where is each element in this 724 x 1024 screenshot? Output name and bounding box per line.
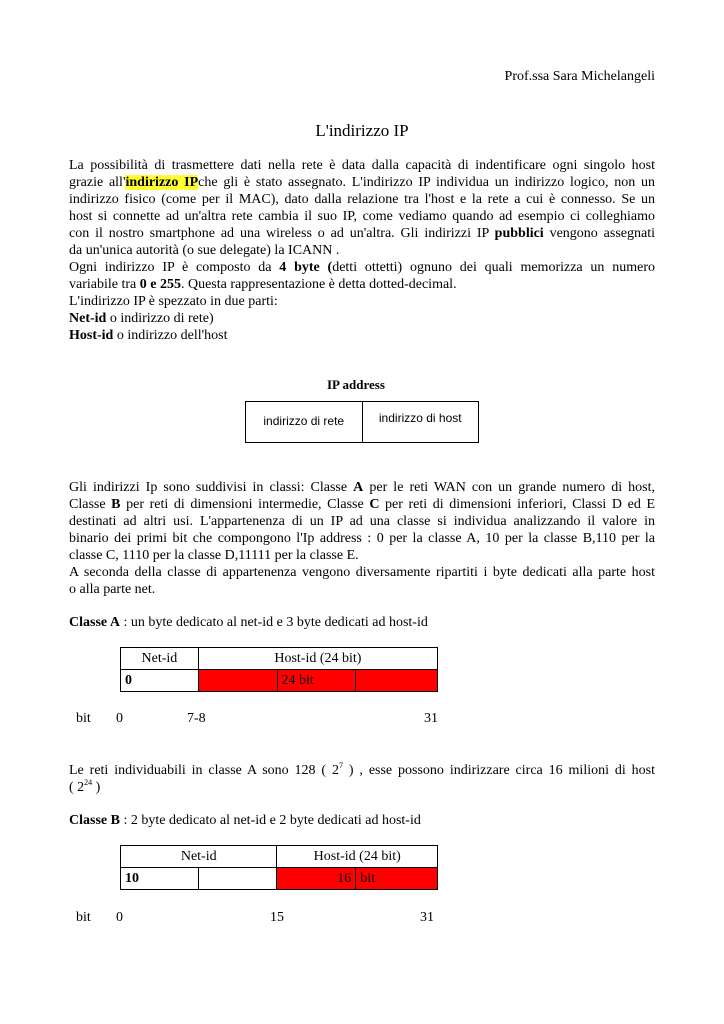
bit-position-start: 0 — [116, 711, 123, 726]
page-title: L'indirizzo IP — [315, 121, 409, 140]
intro-line: Host-id o indirizzo dell'host — [69, 328, 228, 343]
bit-position-start: 0 — [116, 910, 123, 925]
classes-paragraph — [69, 479, 655, 598]
class-a-heading: Classe A : un byte dedicato al net-id e 3 byte dedicati ad host-id — [69, 615, 428, 630]
intro-line: variabile tra 0 e 255. Questa rappresentazione è detta dotted-decimal. — [69, 277, 457, 292]
diagram-host-cell: indirizzo di host — [378, 411, 462, 425]
bit-position-end: 31 — [420, 910, 434, 925]
host-cell — [356, 670, 438, 692]
class-prefix-cell: 10 — [121, 868, 199, 890]
classes-line: o alla parte net. — [69, 582, 156, 597]
intro-line: L'indirizzo IP è spezzato in due parti: — [69, 294, 278, 309]
intro-line: Ogni indirizzo IP è composto da 4 byte (detti ottetti) ognuno dei quali memorizza un numero — [69, 260, 655, 275]
classes-line: A seconda della classe di appartenenza vengono diversamente ripartiti i byte dedicati alla parte host — [69, 565, 655, 580]
classes-line: destinati ad altri usi. L'appartenenza di un IP ad una classe si individua analizzando il valore in — [69, 514, 655, 529]
bit-label: bit — [76, 711, 91, 726]
table-row — [121, 670, 438, 692]
highlighted-term: indirizzo IP — [125, 175, 199, 190]
net-id-header: Net-id — [121, 648, 199, 670]
host-cell — [198, 670, 277, 692]
net-cell — [198, 868, 277, 890]
classes-line: binario dei primi bit che compongono l'Ip address : 0 per la classe A, 10 per la classe B,110 per la — [69, 531, 655, 546]
author-header: Prof.ssa Sara Michelangeli — [504, 69, 655, 84]
table-header-row — [121, 648, 438, 670]
intro-line: da un'unica autorità (o sue delegate) la ICANN . — [69, 243, 340, 258]
class-b-label: Classe B — [69, 813, 120, 828]
host-bits-cell: 24 bit — [277, 670, 356, 692]
class-b-heading: Classe B : 2 byte dedicato al net-id e 2 byte dedicati ad host-id — [69, 813, 421, 828]
diagram-title: IP address — [327, 377, 385, 392]
table-row — [121, 868, 438, 890]
diagram-net-cell: indirizzo di rete — [246, 402, 363, 442]
bit-position-mid: 7-8 — [187, 711, 206, 726]
class-prefix-cell: 0 — [121, 670, 199, 692]
classes-line: Gli indirizzi Ip sono suddivisi in classi: Classe A per le reti WAN con un grande numero di host, — [69, 480, 656, 495]
class-b-table — [120, 845, 438, 890]
table-header-row — [121, 846, 438, 868]
host-bits-cell: 16 — [277, 868, 356, 890]
intro-line: Net-id o indirizzo di rete) — [69, 311, 214, 326]
bit-label: bit — [76, 910, 91, 925]
intro-line: indirizzo fisico (come per il MAC), dato dalla relazione tra l'host e la rete a cui è connesso. Se un — [69, 192, 655, 207]
net-id-header: Net-id — [121, 846, 277, 868]
host-bits-cell: bit — [356, 868, 438, 890]
intro-paragraph — [69, 157, 655, 344]
intro-line: con il nostro smartphone ad una wireless o ad un'altra. Gli indirizzi IP pubblici vengono assegnati — [69, 226, 656, 241]
intro-line: La possibilità di trasmettere dati nella rete è data dalla capacità di indentificare ogni singolo host — [69, 158, 655, 173]
bit-position-mid: 15 — [270, 910, 284, 925]
ip-address-diagram — [245, 401, 479, 443]
intro-line: host si connette ad un'altra rete cambia il suo IP, come vediamo quando ad esempio ci colleghiamo — [69, 209, 655, 224]
class-a-table — [120, 647, 438, 692]
host-id-header: Host-id (24 bit) — [198, 648, 437, 670]
classes-line: classe C, 1110 per la classe D,11111 per la classe E. — [69, 548, 359, 563]
host-id-header: Host-id (24 bit) — [277, 846, 438, 868]
intro-line: grazie all'indirizzo IPche gli è stato assegnato. L'indirizzo IP individua un indirizzo logico, non un — [69, 175, 656, 190]
class-a-note: Le reti individuabili in classe A sono 128 ( $2^7$ ) , esse possono indirizzare circa 16 milioni di host ( $2^{24}$ ) — [69, 761, 655, 795]
classes-line: Classe B per reti di dimensioni intermedie, Classe C per reti di dimensioni inferiori, Classi D ed E — [69, 497, 655, 512]
class-a-label: Classe A — [69, 615, 120, 630]
bit-position-end: 31 — [424, 711, 438, 726]
